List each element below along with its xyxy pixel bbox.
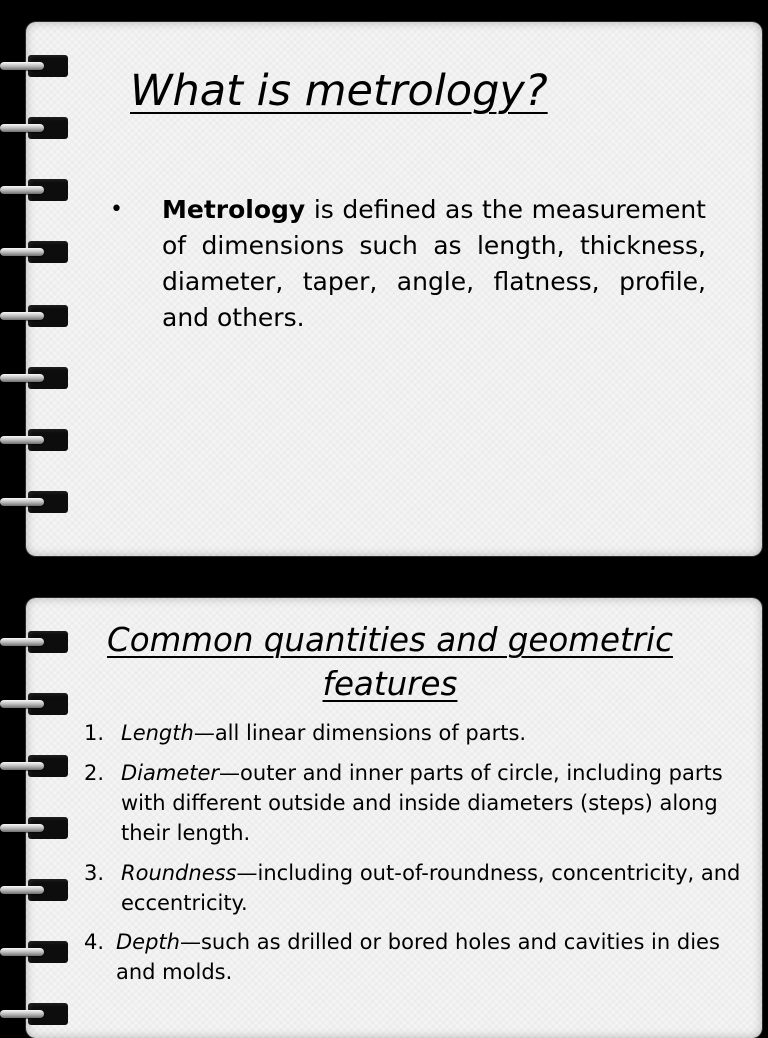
item-text: —all linear dimensions of parts. (193, 721, 527, 745)
bullet-paragraph (162, 192, 706, 336)
slide-title: What is metrology? (130, 66, 548, 116)
item-term: Roundness (121, 861, 237, 885)
item-text: —such as drilled or bored holes and cavities in dies and molds. (116, 930, 720, 984)
list-item (84, 718, 762, 748)
item-text: —outer and inner parts of circle, including parts with different outside and inside diameters (steps) along their length. (121, 761, 723, 845)
list-item (84, 758, 762, 848)
bullet-item (110, 192, 706, 336)
bullet-definition: is defined as the measurement of dimensions such as length, thickness, diameter, taper, angle, flatness, profile, and others. (162, 195, 706, 332)
item-term: Diameter (121, 761, 220, 785)
item-number: 1. (84, 721, 105, 745)
list-item (84, 858, 762, 918)
item-text: —including out-of-roundness, concentricity, and eccentricity. (121, 861, 741, 915)
item-term: Depth (116, 930, 180, 954)
bullet-term: Metrology (162, 195, 306, 224)
quantity-list (84, 718, 762, 987)
item-term: Length (121, 721, 194, 745)
item-number: 2. (84, 761, 105, 785)
list-item (84, 927, 762, 987)
slide-common-quantities (26, 598, 762, 1038)
item-number: 4. (84, 930, 105, 954)
slide-what-is-metrology (26, 22, 762, 556)
slide-title: Common quantities and geometric features (107, 621, 673, 703)
item-number: 3. (84, 861, 105, 885)
bullet-marker: • (110, 197, 123, 222)
